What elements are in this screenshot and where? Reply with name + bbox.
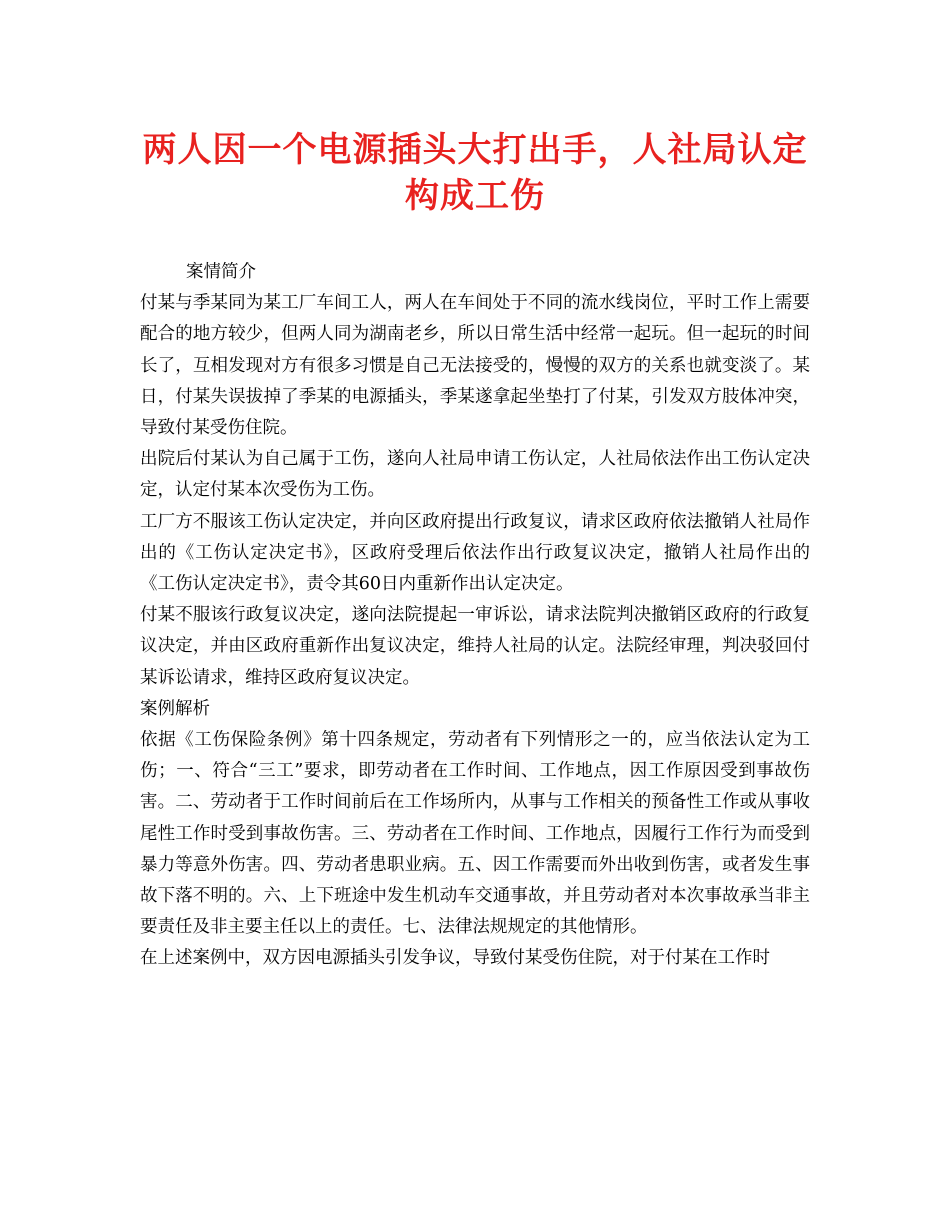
paragraph-injury-application: 出院后付某认为自己属于工伤，遂向人社局申请工伤认定，人社局依法作出工伤认定决定，认定付某本次受伤为工伤。 xyxy=(140,449,810,501)
paragraph-administrative-review: 工厂方不服该工伤认定决定，并向区政府提出行政复议，请求区政府依法撤销人社局作出的《工伤认定决定书》，区政府受理后依法作出行政复议决定，撤销人社局作出的《工伤认定决定书》，责令其60日内重新作出认定决定。 xyxy=(140,511,810,595)
paragraph-case-facts: 付某与季某同为某工厂车间工人，两人在车间处于不同的流水线岗位，平时工作上需要配合的地方较少，但两人同为湖南老乡，所以日常生活中经常一起玩。但一起玩的时间长了，互相发现对方有很多习惯是自己无法接受的，慢慢的双方的关系也就变淡了。某日，付某失误拔掉了季某的电源插头，季某遂拿起坐垫打了付某，引发双方肢体冲突，导致付某受伤住院。 xyxy=(140,293,810,439)
document-body xyxy=(140,257,810,975)
document-title xyxy=(120,127,830,219)
title-line-1: 两人因一个电源插头大打出手，人社局认定 xyxy=(142,130,808,170)
paragraph-lawsuit: 付某不服该行政复议决定，遂向法院提起一审诉讼，请求法院判决撤销区政府的行政复议决定，并由区政府重新作出复议决定，维持人社局的认定。法院经审理，判决驳回付某诉讼请求，维持区政府复议决定。 xyxy=(140,605,810,688)
section-heading-case-analysis: 案例解析 xyxy=(140,698,210,719)
paragraph-analysis: 在上述案例中，双方因电源插头引发争议，导致付某受伤住院，对于付某在工作时 xyxy=(140,948,770,969)
paragraph-legal-basis: 依据《工伤保险条例》第十四条规定，劳动者有下列情形之一的，应当依法认定为工伤；一、符合“三工”要求，即劳动者在工作时间、工作地点，因工作原因受到事故伤害。二、劳动者于工作时间前后在工作场所内，从事与工作相关的预备性工作或从事收尾性工作时受到事故伤害。三、劳动者在工作时间、工作地点，因履行工作行为而受到暴力等意外伤害。四、劳动者患职业病。五、因工作需要而外出收到伤害，或者发生事故下落不明的。六、上下班途中发生机动车交通事故，并且劳动者对本次事故承当非主要责任及非主要主任以上的责任。七、法律法规规定的其他情形。 xyxy=(140,730,810,938)
title-line-2: 构成工伤 xyxy=(405,176,545,216)
section-heading-case-intro: 案情简介 xyxy=(186,262,256,282)
